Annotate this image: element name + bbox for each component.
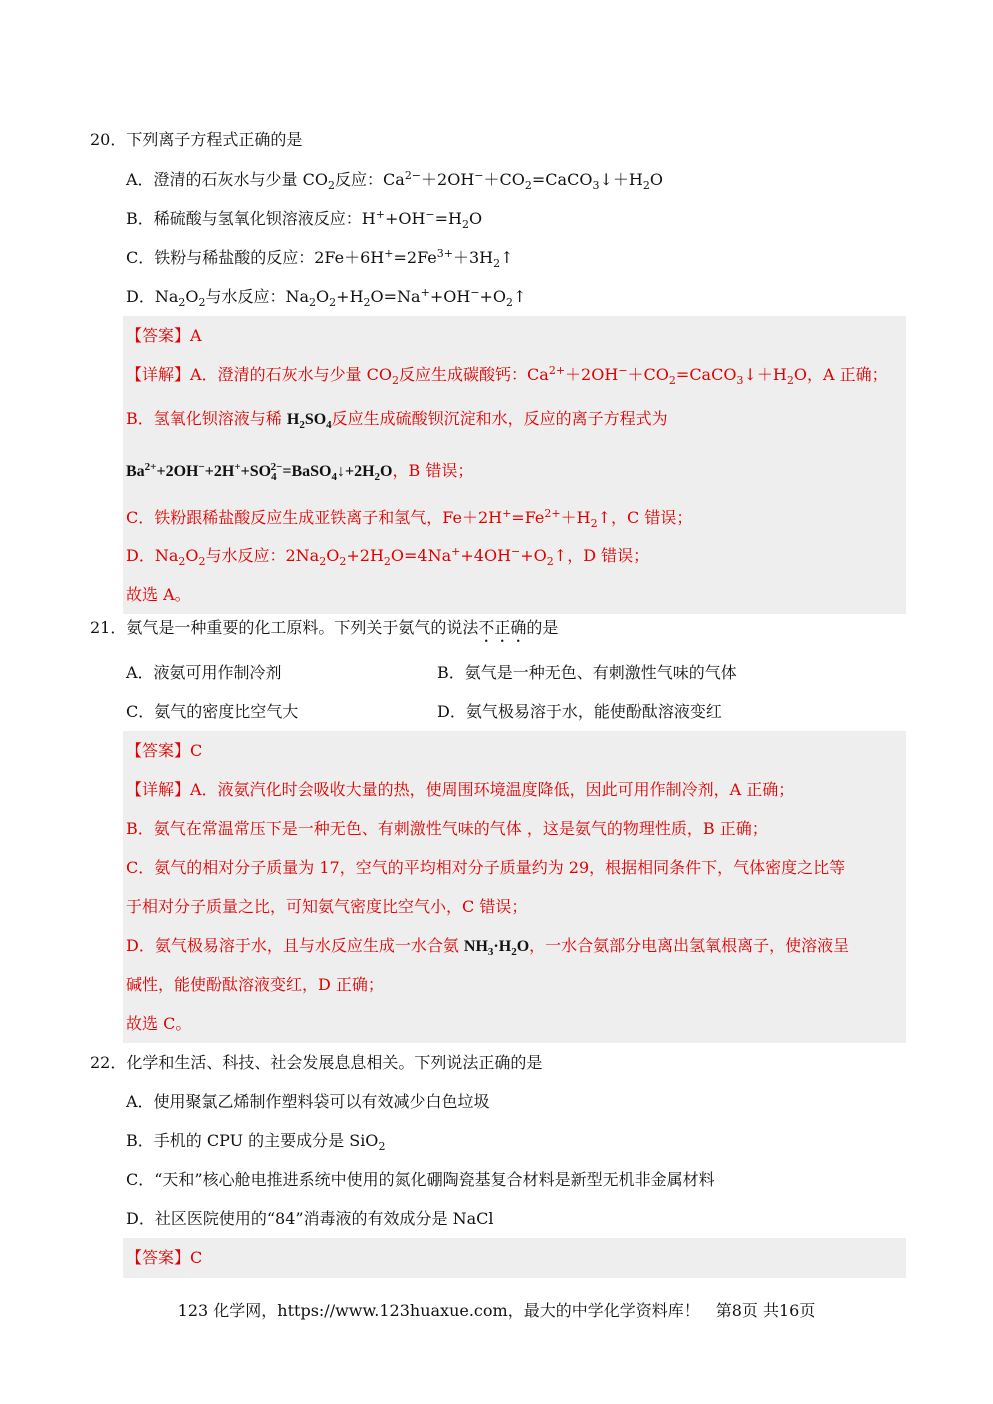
q20-answer: 【答案】A	[126, 326, 202, 345]
q21-conclusion: 故选 C。	[126, 1014, 192, 1033]
q21-option-b: B．氨气是一种无色、有刺激性气味的气体	[437, 663, 737, 682]
q20-stem: 20．下列离子方程式正确的是	[90, 130, 303, 149]
q22-option-d: D．社区医院使用的“84”消毒液的有效成分是 NaCl	[126, 1209, 494, 1228]
q21-stem-emphasis: 不正确	[478, 618, 527, 637]
q21-stem: 21．氨气是一种重要的化工原料。下列关于氨气的说法不正确的是	[90, 618, 559, 637]
q21-detail-c-line2: 于相对分子质量之比，可知氨气密度比空气小，C 错误；	[126, 897, 528, 916]
q20-conclusion: 故选 A。	[126, 585, 191, 604]
q21-answer: 【答案】C	[126, 741, 203, 760]
q21-detail-c-line1: C．氨气的相对分子质量为 17，空气的平均相对分子质量约为 29，根据相同条件下，气体密度之比等	[126, 858, 846, 877]
q20-detail-b: B．氢氧化钡溶液与稀 $H_2SO_4$反应生成硫酸钡沉淀和水，反应的离子方程式为	[126, 409, 668, 431]
q20-detail-b-equation: $Ba^{2+}+2OH^-+2H^++SO_4^{2-}=BaSO_4↓+2H_2O$，B 错误；	[126, 461, 474, 483]
q21-detail-d-line1: D．氨气极易溶于水，且与水反应生成一水合氨 $NH_3\cdot H_2O$，一水合氨部分电离出氢氧根离子，使溶液呈	[126, 936, 850, 958]
q21-option-c: C．氨气的密度比空气大	[126, 702, 299, 721]
q22-option-b: B．手机的 CPU 的主要成分是 SiO$_2$	[126, 1131, 386, 1153]
q22-option-a: A．使用聚氯乙烯制作塑料袋可以有效减少白色垃圾	[126, 1092, 490, 1111]
q20-detail-a: 【详解】A．澄清的石灰水与少量 $CO_2$反应生成碳酸钙：$Ca^{2+}+2OH^-+CO_2=CaCO_3↓+H_2O$，A 正确；	[126, 364, 888, 387]
q21-option-a: A．液氨可用作制冷剂	[126, 663, 282, 682]
q20-option-a: A．澄清的石灰水与少量 $CO_2$反应：$Ca^{2-}+2OH^-+CO_2=CaCO_3↓+H_2O$	[126, 169, 663, 192]
q21-option-d: D．氨气极易溶于水，能使酚酞溶液变红	[437, 702, 722, 721]
answer-box-q21	[123, 731, 906, 1043]
q22-stem: 22．化学和生活、科技、社会发展息息相关。下列说法正确的是	[90, 1053, 543, 1072]
q21-detail-a: 【详解】A．液氨汽化时会吸收大量的热，使周围环境温度降低，因此可用作制冷剂，A 正确；	[126, 780, 795, 799]
q20-option-d: D．$Na_2O_2$与水反应：$Na_2O_2+H_2O=Na^++OH^-+O_2↑$	[126, 286, 527, 309]
q21-detail-b: B．氨气在常温常压下是一种无色、有刺激性气味的气体 ，这是氨气的物理性质，B 正确；	[126, 819, 768, 838]
page-footer: 123 化学网，https://www.123huaxue.com，最大的中学化学资料库！ 第8页 共16页	[177, 1301, 816, 1320]
q20-option-b: B．稀硫酸与氢氧化钡溶液反应：$H^++OH^-=H_2O$	[126, 208, 483, 231]
q20-option-c: C．铁粉与稀盐酸的反应：$2Fe+6H^+=2Fe^{3+}+3H_2↑$	[126, 247, 514, 270]
q22-answer: 【答案】C	[126, 1248, 203, 1267]
q20-detail-d: D．$Na_2O_2$与水反应：$2Na_2O_2+2H_2O=4Na^++4OH^-+O_2↑$，D 错误；	[126, 545, 650, 568]
q20-detail-c: C．铁粉跟稀盐酸反应生成亚铁离子和氢气，$Fe+2H^+=Fe^{2+}+H_2↑$，C 错误；	[126, 507, 693, 530]
answer-box-q22	[123, 1238, 906, 1278]
q21-detail-d-line2: 碱性，能使酚酞溶液变红，D 正确；	[126, 975, 384, 994]
q22-option-c: C．“天和”核心舱电推进系统中使用的氮化硼陶瓷基复合材料是新型无机非金属材料	[126, 1170, 715, 1189]
